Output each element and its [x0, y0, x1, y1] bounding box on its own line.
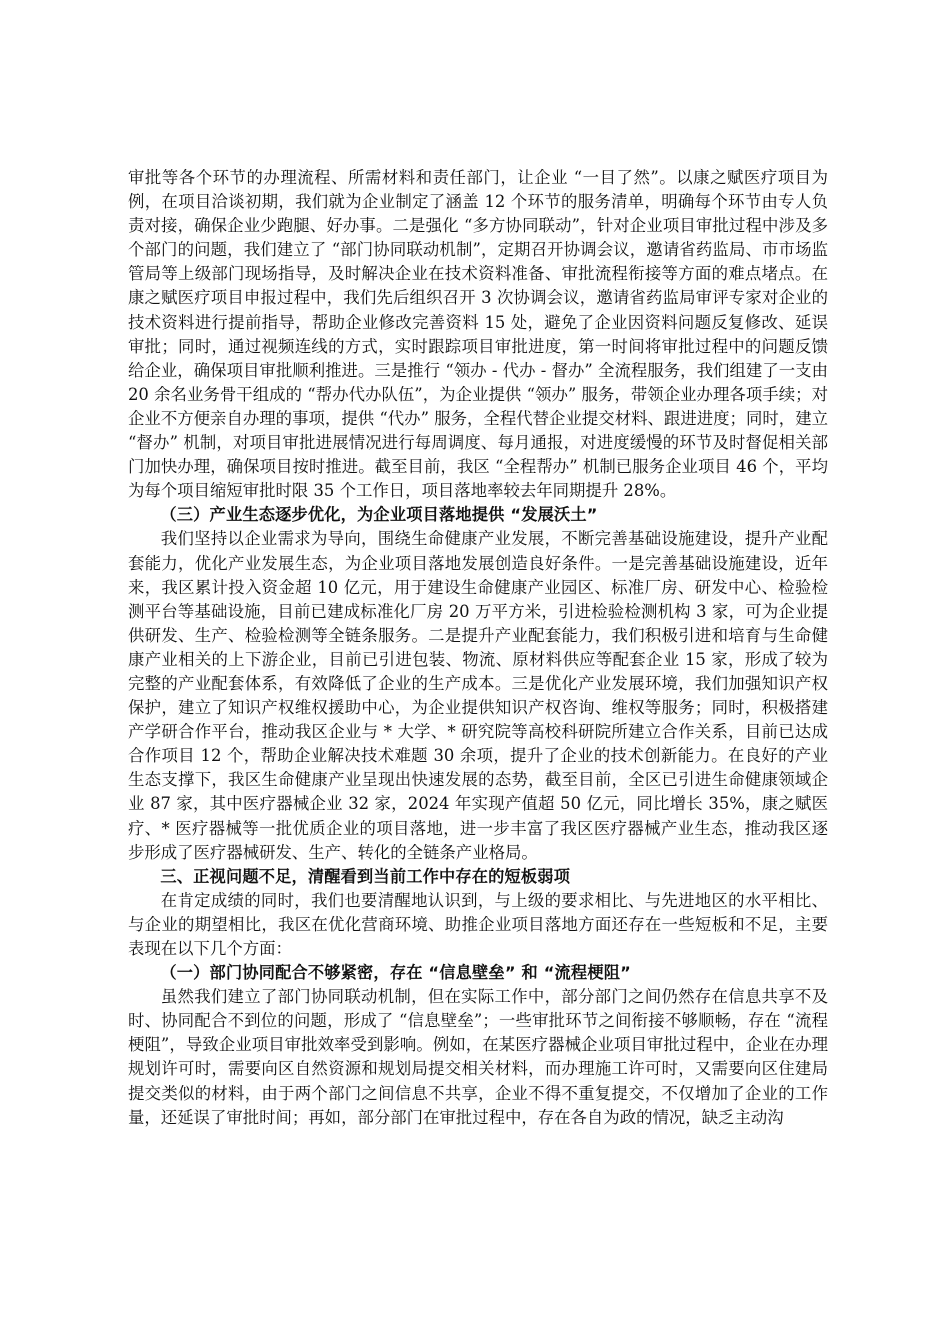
body-paragraph-continued: 审批等各个环节的办理流程、所需材料和责任部门，让企业 “一目了然”。以康之赋医疗项目为例，在项目洽谈初期，我们就为企业制定了涵盖 12 个环节的服务清单，明确每个环节由专人负责对接，确保企业少跑腿、好办事。二是强化 “多方协同联动”，针对企业项目审批过程中涉及多个部门的问题，我们建立了 “部门协同联动机制”，定期召开协调会议，邀请省药监局、市市场监管局等上级部门现场指导，及时解决企业在技术资料准备、审批流程衔接等方面的难点堵点。在康之赋医疗项目申报过程中，我们先后组织召开 3 次协调会议，邀请省药监局审评专家对企业的技术资料进行提前指导，帮助企业修改完善资料 15 处，避免了企业因资料问题反复修改、延误审批；同时，通过视频连线的方式，实时跟踪项目审批进度，第一时间将审批过程中的问题反馈给企业，确保项目审批顺利推进。三是推行 “领办 - 代办 - 督办” 全流程服务，我们组建了一支由 20 余名业务骨干组成的 “帮办代办队伍”，为企业提供 “领办” 服务，带领企业办理各项手续；对企业不方便亲自办理的事项，提供 “代办” 服务，全程代替企业提交材料、跟进进度；同时，建立 “督办” 机制，对项目审批进展情况进行每周调度、每月通报，对进度缓慢的环节及时督促相关部门加快办理，确保项目按时推进。截至目前，我区 “全程帮办” 机制已服务企业项目 46 个，平均为每个项目缩短审批时限 35 个工作日，项目落地率较去年同期提升 28%。 — [128, 168, 828, 501]
section-heading-1-coordination: （一）部门协同配合不够紧密，存在 “信息壁垒” 和 “流程梗阻” — [160, 963, 631, 983]
body-paragraph-problems-intro: 在肯定成绩的同时，我们也要清醒地认识到，与上级的要求相比、与先进地区的水平相比、与企业的期望相比，我区在优化营商环境、助推企业项目落地方面还存在一些短板和不足，主要表现在以下几个方面： — [128, 890, 828, 958]
body-paragraph-coordination: 虽然我们建立了部门协同联动机制，但在实际工作中，部分部门之间仍然存在信息共享不及时、协同配合不到位的问题，形成了 “信息壁垒”；一些审批环节之间衔接不够顺畅，存在 “流程梗阻”，导致企业项目审批效率受到影响。例如，在某医疗器械企业项目审批过程中，企业在办理规划许可时，需要向区自然资源和规划局提交相关材料，而办理施工许可时，又需要向区住建局提交类似的材料，由于两个部门之间信息不共享，企业不得不重复提交，不仅增加了企业的工作量，还延误了审批时间；再如，部分部门在审批过程中，存在各自为政的情况，缺乏主动沟 — [128, 987, 828, 1127]
section-heading-3: （三）产业生态逐步优化，为企业项目落地提供 “发展沃土” — [160, 505, 598, 525]
body-paragraph-industry-ecology: 我们坚持以企业需求为导向，围绕生命健康产业发展，不断完善基础设施建设，提升产业配套能力，优化产业发展生态，为企业项目落地发展创造良好条件。一是完善基础设施建设，近年来，我区累计投入资金超 10 亿元，用于建设生命健康产业园区、标准厂房、研发中心、检验检测平台等基础设施，目前已建成标准化厂房 20 万平方米，引进检验检测机构 3 家，可为企业提供研发、生产、检验检测等全链条服务。二是提升产业配套能力，我们积极引进和培育与生命健康产业相关的上下游企业，目前已引进包装、物流、原材料供应等配套企业 15 家，形成了较为完整的产业配套体系，有效降低了企业的生产成本。三是优化产业发展环境，我们加强知识产权保护，建立了知识产权维权援助中心，为企业提供知识产权咨询、维权等服务；同时，积极搭建产学研合作平台，推动我区企业与 * 大学、* 研究院等高校科研院所建立合作关系，目前已达成合作项目 12 个，帮助企业解决技术难题 30 余项，提升了企业的技术创新能力。在良好的产业生态支撑下，我区生命健康产业呈现出快速发展的态势，截至目前，全区已引进生命健康领域企业 87 家，其中医疗器械企业 32 家，2024 年实现产值超 50 亿元，同比增长 35%，康之赋医疗、* 医疗器械等一批优质企业的项目落地，进一步丰富了我区医疗器械产业生态，推动我区逐步形成了医疗器械研发、生产、转化的全链条产业格局。 — [128, 529, 828, 862]
document-page — [128, 166, 828, 1130]
chapter-heading-problems: 三、正视问题不足，清醒看到当前工作中存在的短板弱项 — [160, 866, 571, 886]
